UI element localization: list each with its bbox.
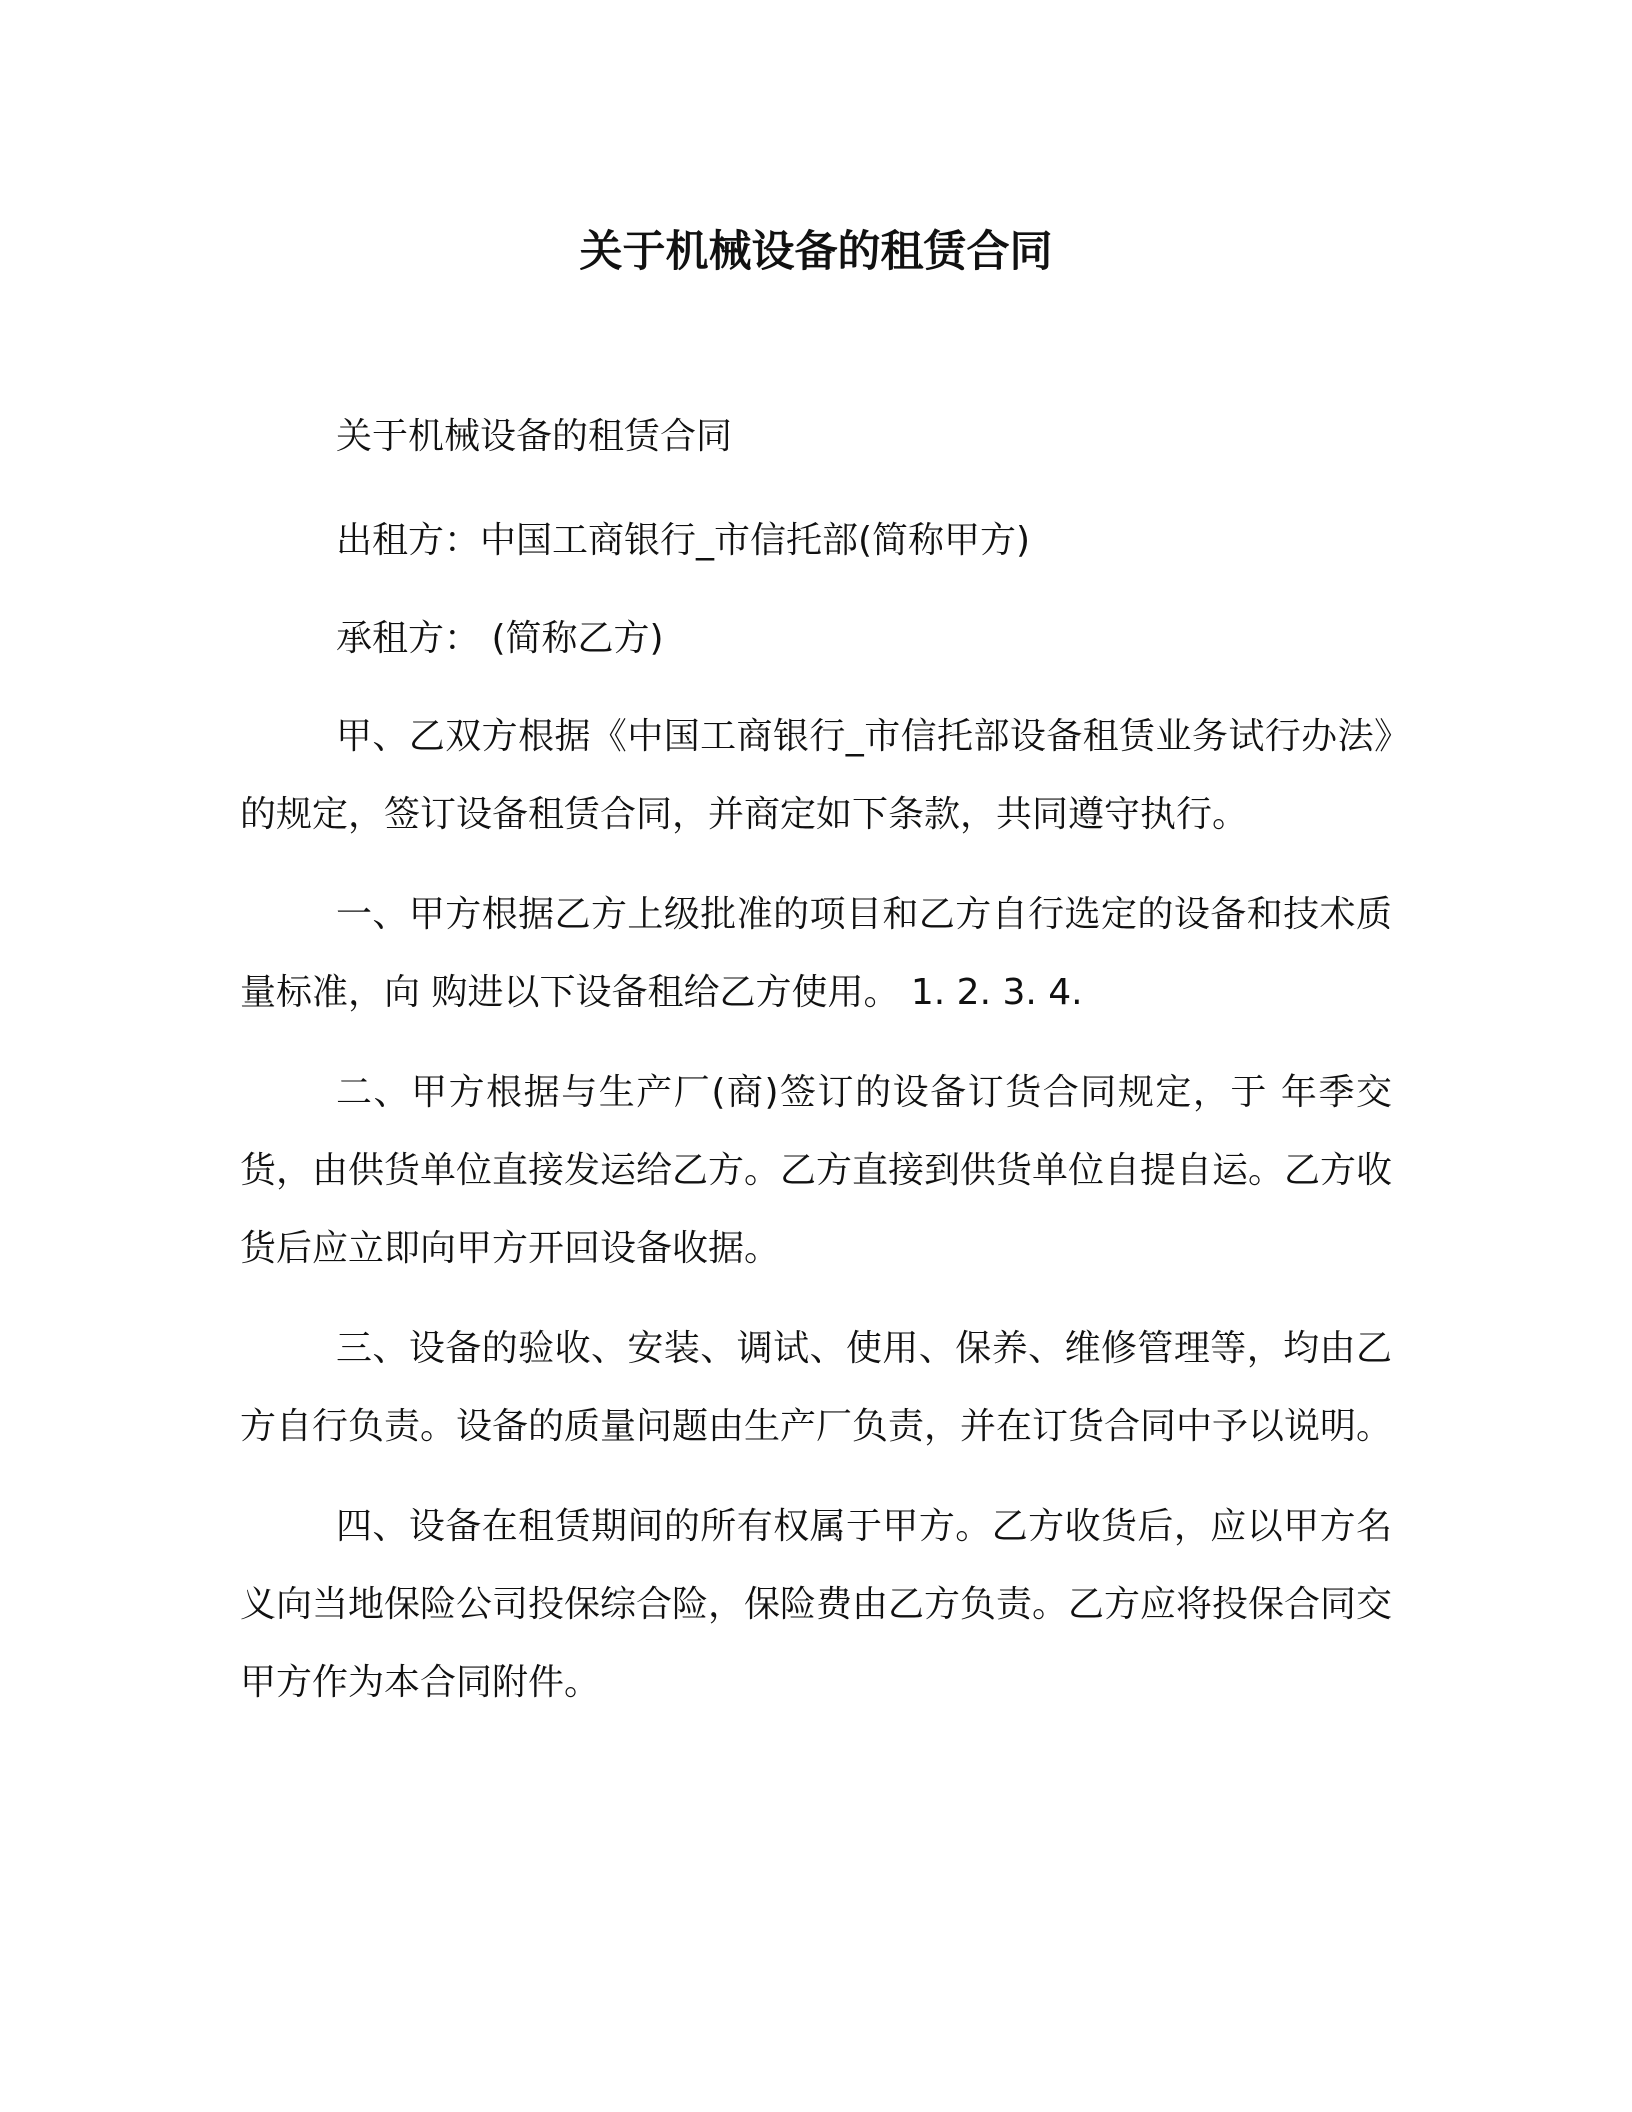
clause-3: 三、设备的验收、安装、调试、使用、保养、维修管理等，均由乙方自行负责。设备的质量问题由生产厂负责，并在订货合同中予以说明。 <box>240 1328 1393 1447</box>
lessee-line: 承租方： (简称乙方) <box>336 618 664 659</box>
clause-1: 一、甲方根据乙方上级批准的项目和乙方自行选定的设备和技术质量标准，向 购进以下设备租给乙方使用。 1. 2. 3. 4. <box>240 894 1392 1013</box>
clause-4: 四、设备在租赁期间的所有权属于甲方。乙方收货后，应以甲方名义向当地保险公司投保综合险，保险费由乙方负责。乙方应将投保合同交甲方作为本合同附件。 <box>240 1506 1393 1703</box>
clause-2: 二、甲方根据与生产厂(商)签订的设备订货合同规定，于 年季交货，由供货单位直接发运给乙方。乙方直接到供货单位自提自运。乙方收货后应立即向甲方开回设备收据。 <box>240 1072 1393 1269</box>
intro-paragraph: 甲、乙双方根据《中国工商银行_市信托部设备租赁业务试行办法》的规定，签订设备租赁合同，并商定如下条款，共同遵守执行。 <box>240 716 1392 835</box>
lessor-line: 出租方：中国工商银行_市信托部(简称甲方) <box>336 520 1031 561</box>
document-title: 关于机械设备的租赁合同 <box>579 227 1053 277</box>
document-body <box>240 398 1392 1722</box>
contract-subtitle: 关于机械设备的租赁合同 <box>336 416 733 457</box>
